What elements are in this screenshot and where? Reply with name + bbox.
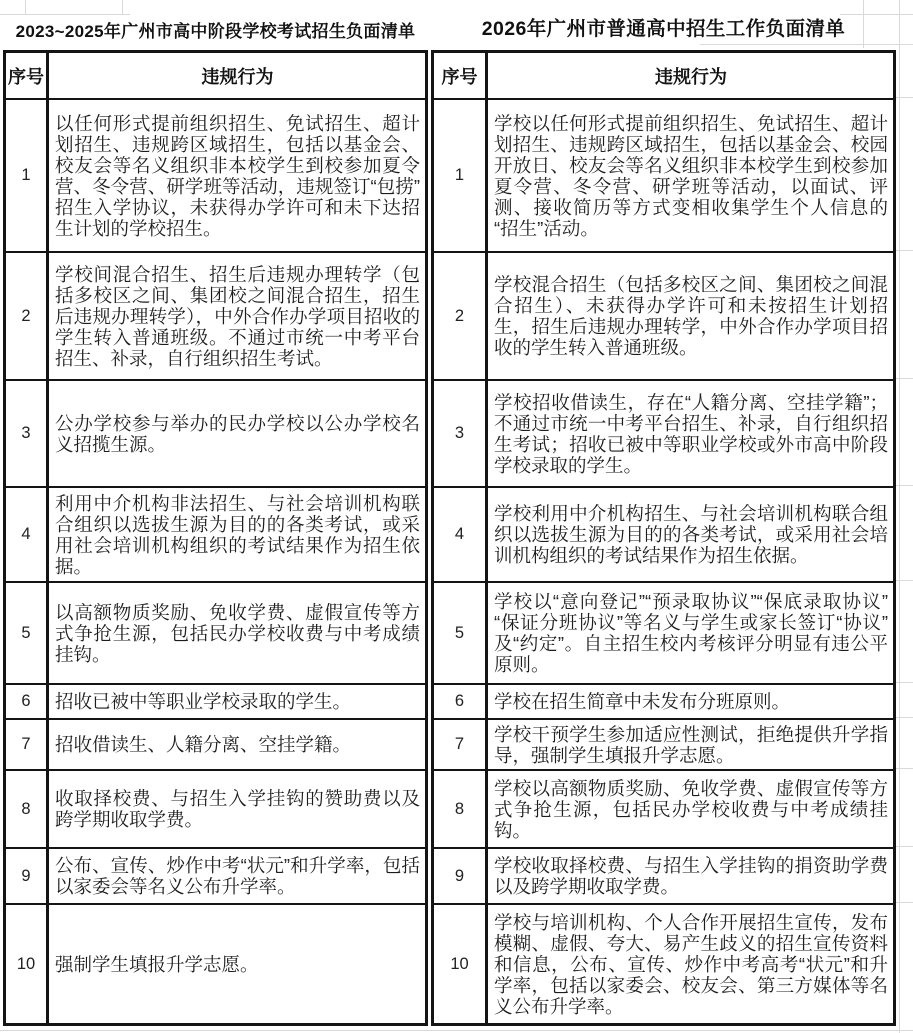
table-row [434,903,893,1023]
row-number: 4 [6,488,49,581]
row-number: 1 [6,100,49,251]
row-number: 7 [6,720,49,769]
table-row [434,379,893,486]
gridline [896,580,913,581]
violation-text: 收取择校费、与招生入学挂钩的赞助费以及跨学期收取学费。 [55,788,420,830]
table-row [434,251,893,379]
table-row [434,98,893,251]
row-number: 9 [6,849,49,903]
row-number: 7 [434,720,488,769]
violation-cell [49,583,425,683]
violation-text: 招收借读生、人籍分离、空挂学籍。 [55,734,352,755]
violation-text: 公布、宣传、炒作中考“状元”和升学率，包括以家委会等名义公布升学率。 [55,855,420,897]
gridline [896,250,913,251]
row-number: 2 [6,253,49,379]
table-row [434,486,893,581]
row-number: 1 [434,100,488,251]
violation-cell [488,381,893,486]
table-row [6,847,425,903]
row-number: 6 [434,685,488,718]
gridline [700,44,913,45]
gridline [896,768,913,769]
violation-cell [49,771,425,847]
column-header-behavior: 违规行为 [201,66,274,87]
table-row [6,379,425,486]
violation-text: 以任何形式提前组织招生、免试招生、超计划招生、违规跨区域招生，包括以基金会、校友会等名义组织非本校学生到校参加夏令营、冬令营、研学班等活动，违规签订“包捞”招生入学协议，未获得办学许可和未下达招生计划的学校招生。 [55,112,420,239]
violation-text: 以高额物质奖励、免收学费、虚假宣传等方式争抢生源，包括民办学校收费与中考成绩挂钩。 [55,601,420,665]
violation-cell [488,720,893,769]
row-number: 5 [6,583,49,683]
gridline [896,485,913,486]
violation-cell [488,905,893,1023]
violation-cell [49,381,425,486]
gridline [896,682,913,683]
table-row [6,718,425,769]
gridline [896,717,913,718]
row-number: 4 [434,488,488,581]
table-row [6,98,425,251]
table-row [434,718,893,769]
violation-text: 学校以任何形式提前组织招生、免试招生、超计划招生、违规跨区域招生，包括以基金会、校园开放日、校友会等名义组织非本校学生到校参加夏令营、冬令营、研学班等活动，以面试、评测、接收简历等方式变相收集学生个人信息的“招生”活动。 [494,112,888,239]
table-row [6,903,425,1023]
row-number: 9 [434,849,488,903]
gridline [899,0,900,1033]
table-row [6,581,425,683]
gridline [0,1030,913,1031]
left-table [3,50,428,1026]
violation-text: 学校在招生简章中未发布分班原则。 [494,691,791,712]
table-row [434,581,893,683]
row-number: 6 [6,685,49,718]
gridline [896,846,913,847]
violation-cell [488,685,893,718]
violation-text: 强制学生填报升学志愿。 [55,953,259,975]
gridline [896,97,913,98]
violation-cell [488,849,893,903]
column-header-behavior: 违规行为 [655,66,727,87]
violation-text: 学校干预学生参加适应性测试，拒绝提供升学指导，强制学生填报升学志愿。 [494,723,888,766]
table-row [6,251,425,379]
gridline [896,902,913,903]
violation-cell [49,253,425,379]
table-row [434,847,893,903]
violation-text: 学校利用中介机构招生、与社会培训机构联合组织以选拔生源为目的的各类考试，或采用社会培训机构组织的考试结果作为招生依据。 [494,503,888,566]
violation-text: 学校混合招生（包括多校区之间、集团校之间混合招生）、未获得办学许可和未按招生计划招生，招生后违规办理转学，中外合作办学项目招收的学生转入普通班级。 [494,274,888,358]
violation-text: 学校招收借读生，存在“人籍分离、空挂学籍”；不通过市统一中考平台招生、补录，自行组织招生考试；招收已被中等职业学校或外市高中阶段学校录取的学生。 [494,391,888,476]
column-header-no: 序号 [434,53,488,98]
table-row [434,683,893,718]
violation-cell [488,583,893,683]
left-table-title: 2023~2025年广州市高中阶段学校考试招生负面清单 [15,22,416,41]
violation-text: 学校以高额物质奖励、免收学费、虚假宣传等方式争抢生源，包括民办学校收费与中考成绩挂钩。 [494,777,888,841]
left-table-header-row [6,53,425,98]
violation-text: 学校以“意向登记”“预录取协议”“保底录取协议”“保证分班协议”等名义与学生或家长签订“协议”及“约定”。自主招生校内考核评分明显有违公平原则。 [494,591,888,675]
table-row [6,683,425,718]
right-table-header-row [434,53,893,98]
violation-cell [488,771,893,847]
violation-cell [49,905,425,1023]
violation-cell [49,488,425,581]
violation-cell [49,849,425,903]
right-table [431,50,896,1026]
table-row [6,486,425,581]
row-number: 10 [6,905,49,1023]
violation-text: 学校间混合招生、招生后违规办理转学（包括多校区之间、集团校之间混合招生，招生后违规办理转学），中外合作办学项目招收的学生转入普通班级。不通过市统一中考平台招生、补录，自行组织招生考试。 [55,263,420,369]
row-number: 5 [434,583,488,683]
violation-cell [488,253,893,379]
violation-cell [49,720,425,769]
row-number: 3 [6,381,49,486]
violation-text: 公办学校参与举办的民办学校以公办学校名义招揽生源。 [55,412,420,455]
row-number: 8 [6,771,49,847]
violation-text: 学校与培训机构、个人合作开展招生宣传，发布模糊、虚假、夸大、易产生歧义的招生宣传资料和信息，公布、宣传、炒作中考高考“状元”和升学率，包括以家委会、校友会、第三方媒体等名义公布升学率。 [494,911,888,1017]
gridline [0,14,130,15]
row-number: 8 [434,771,488,847]
row-number: 2 [434,253,488,379]
violation-text: 利用中介机构非法招生、与社会培训机构联合组织以选拔生源为目的的各类考试，或采用社会培训机构组织的考试结果作为招生依据。 [55,492,420,577]
violation-cell [488,100,893,251]
row-number: 10 [434,905,488,1023]
violation-text: 学校收取择校费、与招生入学挂钩的捐资助学费以及跨学期收取学费。 [494,855,888,897]
violation-cell [49,685,425,718]
violation-text: 招收已被中等职业学校录取的学生。 [55,691,352,712]
violation-cell [488,488,893,581]
row-number: 3 [434,381,488,486]
table-row [6,769,425,847]
gridline [25,0,26,14]
violation-cell [49,100,425,251]
gridline [896,378,913,379]
gridline [122,0,123,14]
table-row [434,769,893,847]
right-table-title: 2026年广州市普通高中招生工作负面清单 [481,18,846,40]
column-header-no: 序号 [6,53,49,98]
